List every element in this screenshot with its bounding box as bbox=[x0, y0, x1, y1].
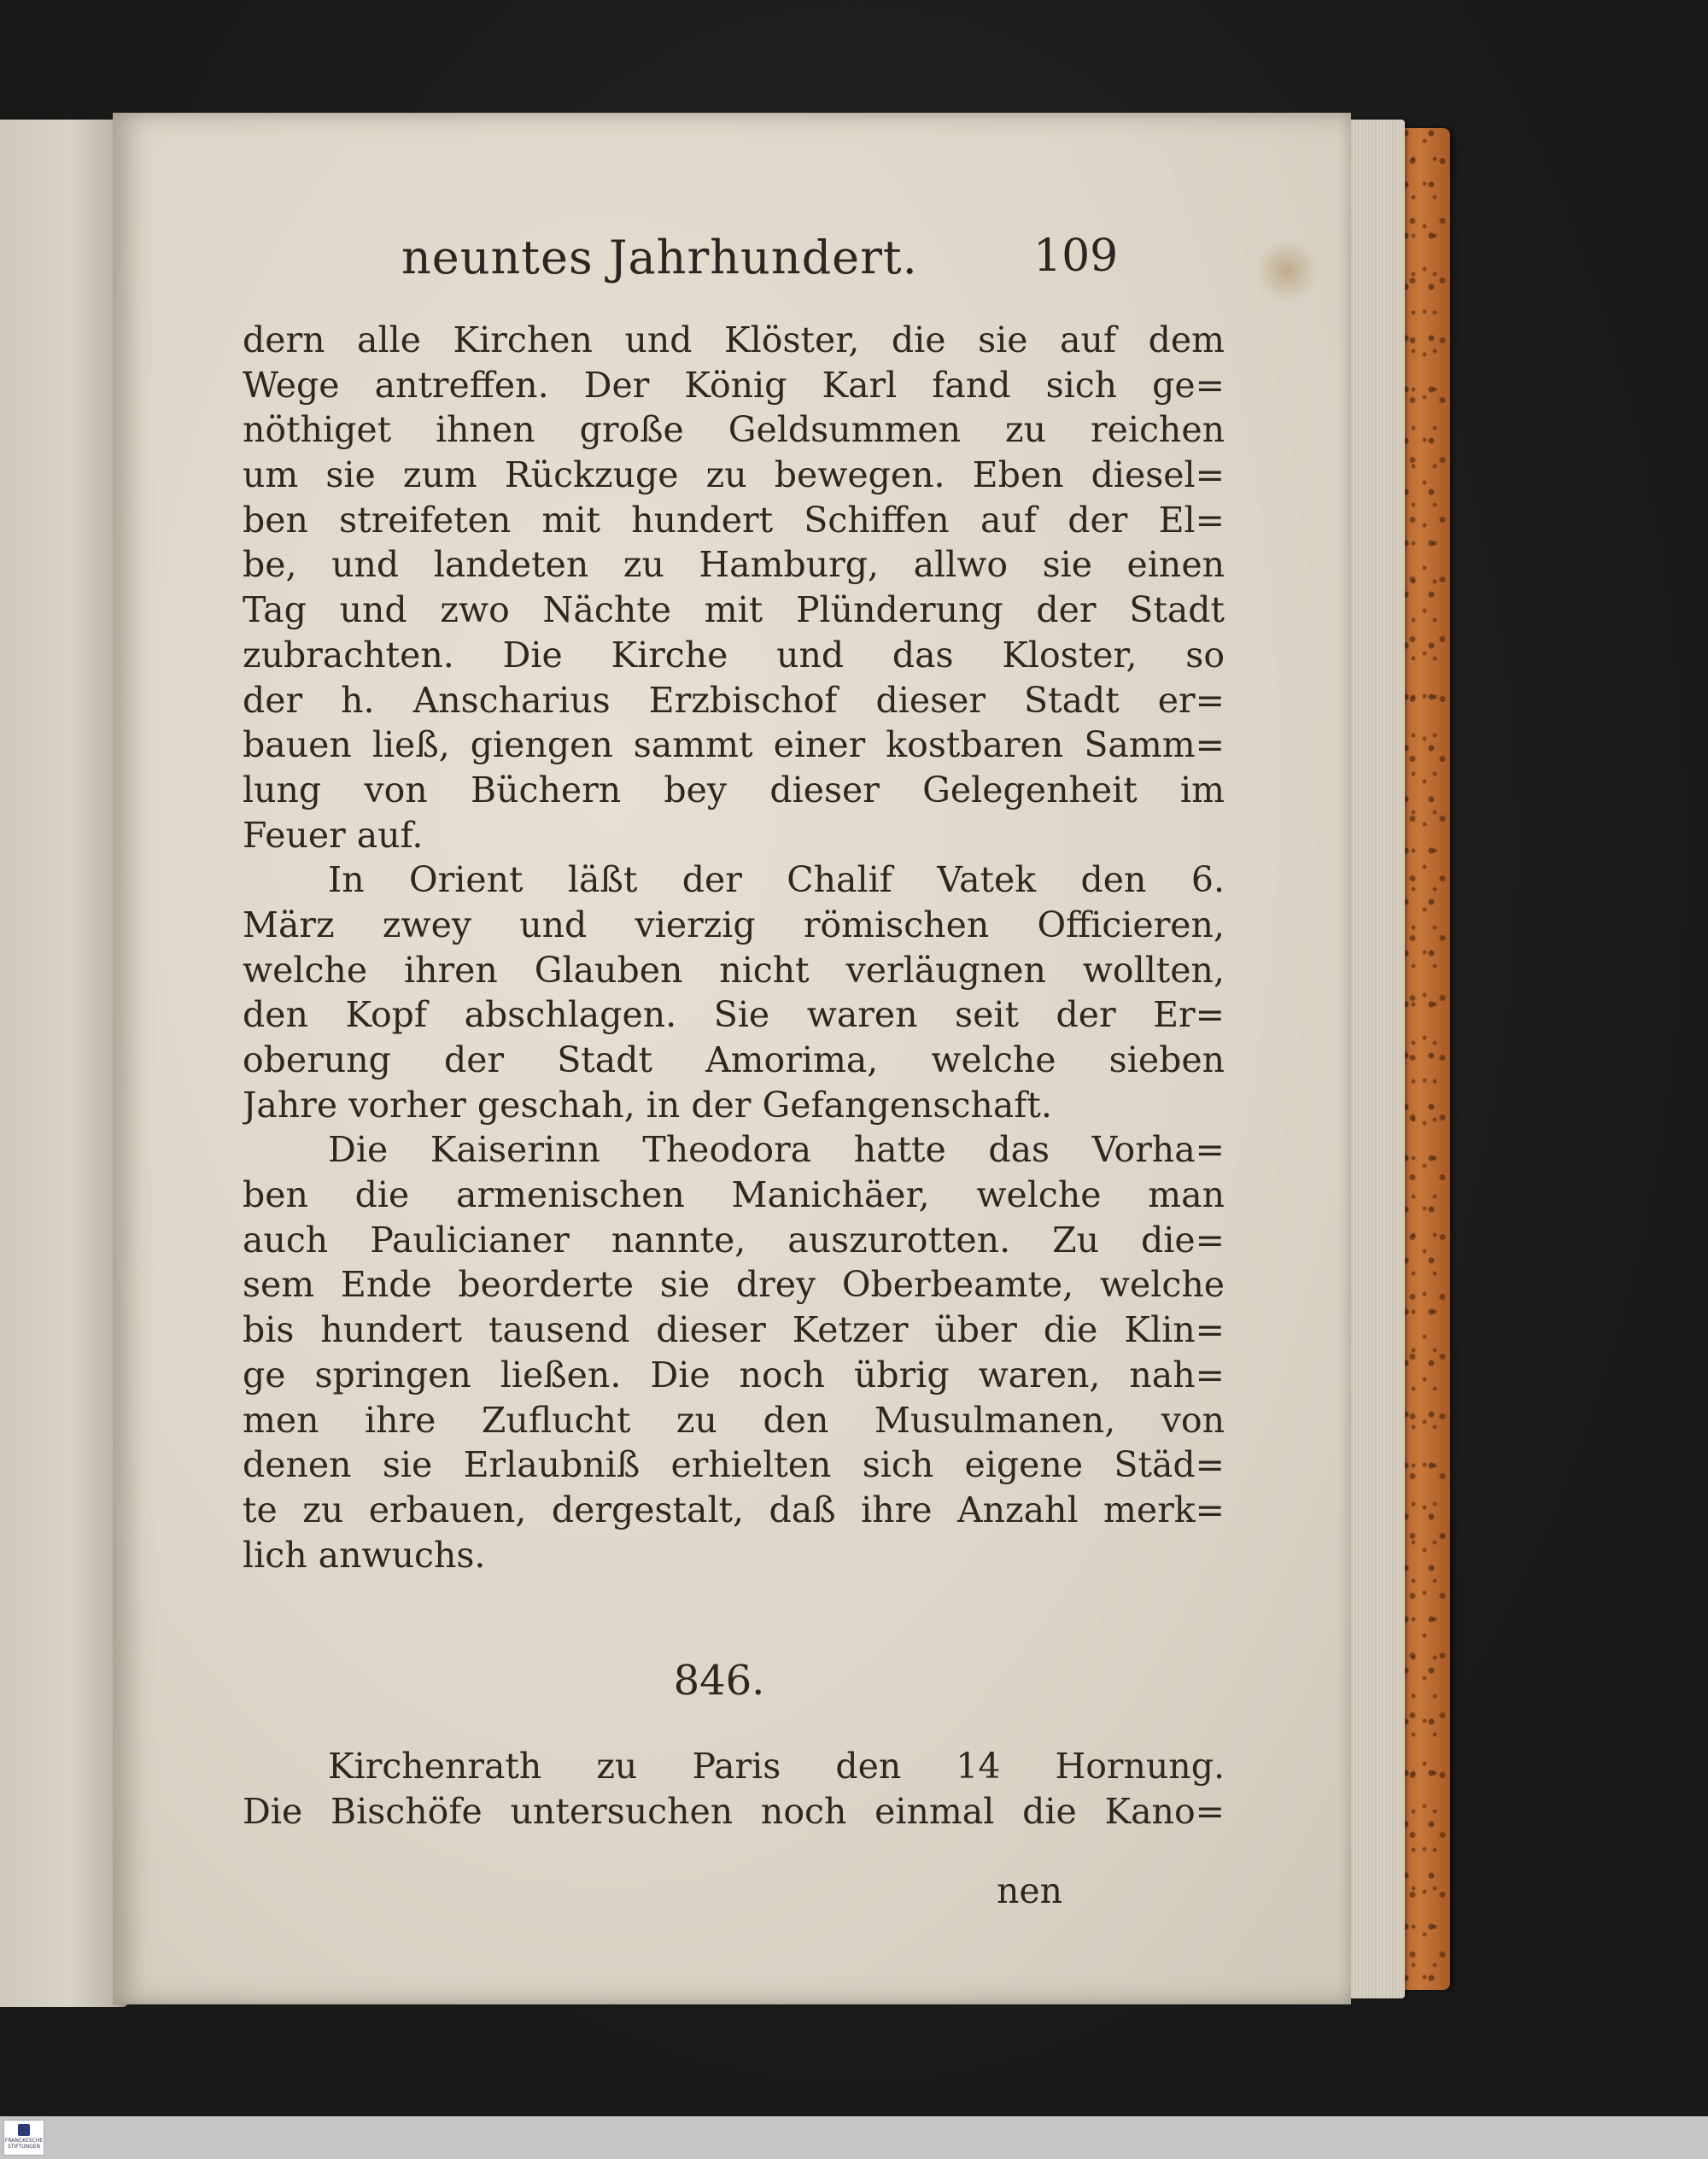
text-line: men ihre Zuflucht zu den Musulmanen, von bbox=[243, 1399, 1225, 1441]
book-cover-edge bbox=[1401, 128, 1450, 1990]
text-line: sem Ende beorderte sie drey Oberbeamte, welche bbox=[243, 1264, 1225, 1306]
text-line: ben die armenischen Manichäer, welche man bbox=[243, 1174, 1225, 1216]
paper-stain bbox=[1253, 241, 1321, 301]
main-text-block bbox=[243, 318, 1225, 1577]
text-line: dern alle Kirchen und Klöster, die sie auf dem bbox=[243, 319, 1225, 360]
text-line: der h. Anscharius Erzbischof dieser Stadt er= bbox=[243, 679, 1225, 721]
text-line: März zwey und vierzig römischen Officieren, bbox=[243, 904, 1225, 945]
text-line: um sie zum Rückzuge zu bewegen. Eben diesel= bbox=[243, 454, 1225, 496]
text-line: auch Paulicianer nannte, auszurotten. Zu die= bbox=[243, 1219, 1225, 1261]
text-line: In Orient läßt der Chalif Vatek den 6. bbox=[328, 859, 1225, 901]
viewer-footer-bar bbox=[0, 2116, 1708, 2159]
book-page bbox=[113, 113, 1351, 2004]
text-line: Wege antreffen. Der König Karl fand sich ge= bbox=[243, 364, 1225, 406]
text-line: Die Bischöfe untersuchen noch einmal die Kano= bbox=[243, 1790, 1225, 1832]
institution-logo[interactable] bbox=[3, 2120, 44, 2156]
text-line: lich anwuchs. bbox=[243, 1534, 486, 1576]
text-line: bis hundert tausend dieser Ketzer über die Klin= bbox=[243, 1309, 1225, 1351]
text-line: den Kopf abschlagen. Sie waren seit der Er= bbox=[243, 994, 1225, 1036]
text-line: te zu erbauen, dergestalt, daß ihre Anzahl merk= bbox=[243, 1489, 1225, 1530]
text-line: Jahre vorher geschah, in der Gefangenschaft. bbox=[243, 1084, 1052, 1126]
text-line: denen sie Erlaubniß erhielten sich eigene Städ= bbox=[243, 1444, 1225, 1486]
text-line: ge springen ließen. Die noch übrig waren, nah= bbox=[243, 1354, 1225, 1395]
logo-text: FRANCKESCHE STIFTUNGEN bbox=[4, 2138, 44, 2150]
previous-page-edge bbox=[0, 120, 128, 2007]
text-line: Die Kaiserinn Theodora hatte das Vorha= bbox=[328, 1129, 1225, 1171]
running-title: neuntes Jahrhundert. bbox=[401, 231, 918, 284]
text-line: ben streifeten mit hundert Schiffen auf der El= bbox=[243, 499, 1225, 541]
text-line: bauen ließ, giengen sammt einer kostbaren Samm= bbox=[243, 724, 1225, 766]
paragraph bbox=[243, 857, 1225, 1127]
text-line: oberung der Stadt Amorima, welche sieben bbox=[243, 1039, 1225, 1080]
text-line: Kirchenrath zu Paris den 14 Hornung. bbox=[328, 1746, 1225, 1787]
page-number: 109 bbox=[1033, 231, 1119, 282]
catchword: nen bbox=[997, 1870, 1063, 1911]
text-line: Tag und zwo Nächte mit Plünderung der Stadt bbox=[243, 589, 1225, 631]
text-line: zubrachten. Die Kirche und das Kloster, so bbox=[243, 634, 1225, 676]
paragraph bbox=[243, 1127, 1225, 1577]
paragraph bbox=[243, 318, 1225, 857]
text-line: nöthiget ihnen große Geldsummen zu reichen bbox=[243, 409, 1225, 451]
text-line: welche ihren Glauben nicht verläugnen wollten, bbox=[243, 949, 1225, 991]
section-year-heading: 846. bbox=[673, 1657, 765, 1705]
logo-mark-icon bbox=[18, 2124, 30, 2136]
text-line: Feuer auf. bbox=[243, 814, 424, 856]
text-line: be, und landeten zu Hamburg, allwo sie einen bbox=[243, 544, 1225, 586]
text-line: lung von Büchern bey dieser Gelegenheit im bbox=[243, 769, 1225, 810]
section-text-block bbox=[243, 1744, 1225, 1834]
